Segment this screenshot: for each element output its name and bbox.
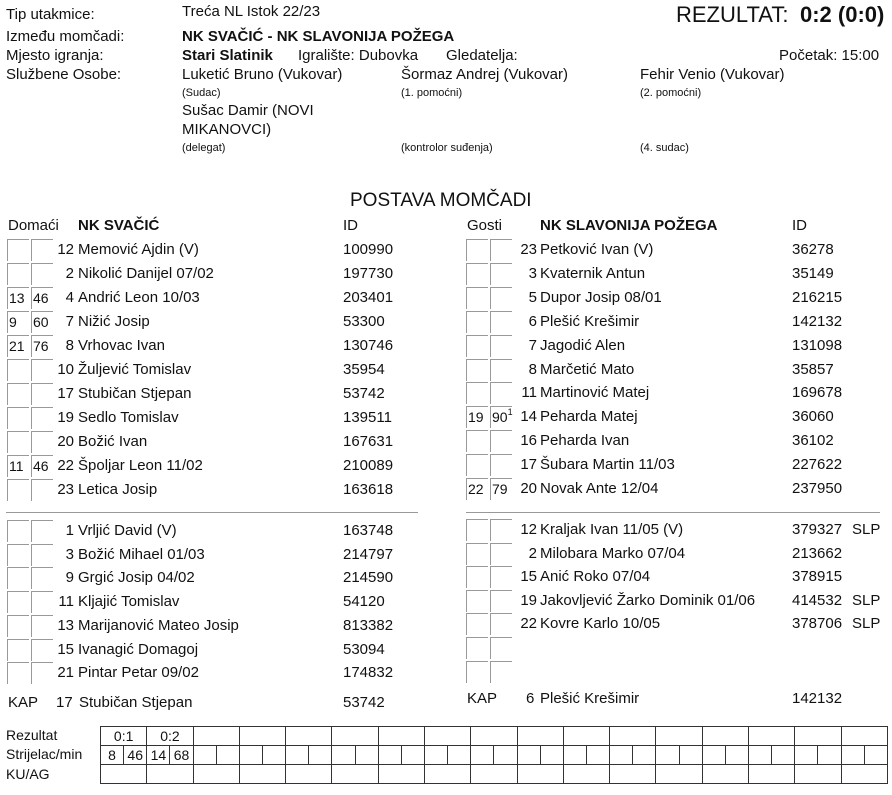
away-out-minute-box [490,263,512,285]
home-player-number: 23 [57,481,74,498]
home-player-name: Letica Josip [78,481,158,498]
result-cell [841,727,888,746]
away-player-number: 17 [520,456,537,474]
home-player-number: 8 [65,337,74,354]
home-in-minute-box [7,591,29,613]
home-player-id: 53742 [343,385,385,402]
away-in-minute-box [466,454,488,476]
home-out-minute-box: 46 [31,287,53,309]
away-player-name: Šubara Martin 11/03 [540,456,675,474]
home-kap-name: Stubičan Stjepan [79,694,193,711]
home-player-id: 35954 [343,361,385,378]
home-in-minute-box [7,239,29,261]
away-player-number: 7 [528,336,537,354]
home-player-id: 174832 [343,664,394,682]
away-out-minute-box [490,454,512,476]
kuag-cell [286,765,332,784]
kuag-cell [702,765,748,784]
away-in-minute-box [466,239,488,261]
away-id-header: ID [792,217,807,234]
home-in-minute-box [7,359,29,381]
scorer-cell: 68 [170,746,193,765]
scorer-cell [818,746,841,765]
result-cell [563,727,609,746]
home-in-minute-box [7,479,29,501]
result-cell: 0:2 [147,727,193,746]
away-player-name: Dupor Josip 08/01 [540,288,662,306]
result-cell [748,727,794,746]
tip-value: Treća NL Istok 22/23 [182,3,321,20]
home-player-name: Sedlo Tomislav [78,409,179,426]
home-player-name: Špoljar Leon 11/02 [78,457,203,474]
home-player-number: 3 [65,545,74,563]
result-cell [517,727,563,746]
away-in-minute-box [466,613,488,635]
home-player-number: 13 [57,616,74,634]
home-player-name: Memović Ajdin (V) [78,241,199,258]
away-player-name: Jagodić Alen [540,336,626,354]
scorer-cell: 8 [101,746,124,765]
kuag-cell [748,765,794,784]
home-side-label: Domaći [8,217,59,234]
home-player-number: 21 [57,664,74,682]
kuag-row [101,765,888,784]
scorer-cell [262,746,285,765]
kuag-cell [517,765,563,784]
away-out-minute-box [490,359,512,381]
home-player-name: Pintar Petar 09/02 [78,664,199,682]
away-player-id: 169678 [792,384,843,402]
away-in-minute-box: 19 [466,406,488,428]
home-player-name: Andrić Leon 10/03 [78,289,200,306]
away-player-id: 36102 [792,432,834,450]
home-in-minute-box: 21 [7,335,29,357]
home-in-minute-box [7,615,29,637]
away-in-minute-box [466,359,488,381]
result-cell [193,727,239,746]
away-player-number: 8 [528,360,537,378]
away-player-id: 131098 [792,336,843,354]
result-cell [424,727,470,746]
result-value: 0:2 (0:0) [800,2,885,27]
home-player-id: 813382 [343,616,394,634]
home-player-id: 214797 [343,545,394,563]
away-player-name: Kovre Karlo 10/05 [540,615,661,633]
kuag-cell [563,765,609,784]
home-in-minute-box [7,383,29,405]
kuag-cell [795,765,841,784]
home-player-number: 15 [57,640,74,658]
pocetak: Početak: 15:00 [779,47,880,64]
home-kap-num: 17 [56,694,73,711]
away-player-name: Novak Ante 12/04 [540,480,659,497]
away-player-number: 20 [520,480,537,497]
away-player-number: 15 [520,568,537,586]
home-in-minute-box [7,544,29,566]
home-player-name: Nižić Josip [78,313,150,330]
kuag-label: KU/AG [6,766,50,782]
away-player-number: 6 [528,312,537,330]
strijelac-label: Strijelac/min [6,746,83,762]
home-player-id: 100990 [343,241,394,258]
home-in-minute-box [7,567,29,589]
away-player-flag: SLP [852,591,881,609]
away-team-name: NK SLAVONIJA POŽEGA [540,217,718,234]
away-out-minute-box [490,661,512,683]
away-out-minute-box [490,543,512,565]
scorer-cell [448,746,471,765]
official-name: Šormaz Andrej (Vukovar) [401,66,569,83]
away-player-id: 216215 [792,288,843,306]
kuag-cell [193,765,239,784]
away-player-id: 378706 [792,615,843,633]
away-player-id: 414532 [792,591,843,609]
result-cell [332,727,378,746]
izmedu-label: Između momčadi: [6,28,125,45]
home-in-minute-box: 9 [7,311,29,333]
away-out-minute-box [490,430,512,452]
rezultat-label: Rezultat [6,727,58,743]
izmedu-value: NK SVAČIĆ - NK SLAVONIJA POŽEGA [182,28,455,45]
away-out-minute-box [490,239,512,261]
official-name: Fehir Venio (Vukovar) [640,66,785,83]
card-mark: 1 [507,407,513,418]
home-player-number: 9 [65,569,74,587]
away-player-flag: SLP [852,521,881,538]
away-player-id: 237950 [792,480,843,497]
home-player-name: Stubičan Stjepan [78,385,192,402]
away-out-minute-box [490,566,512,588]
home-player-name: Vrhovac Ivan [78,337,165,354]
scorer-cell [795,746,818,765]
official-role: (kontrolor suđenja) [401,142,493,154]
scorer-cell [517,746,540,765]
scorer-cell [841,746,864,765]
score-grid [100,726,888,784]
home-player-number: 7 [65,313,74,330]
home-in-minute-box [7,520,29,542]
home-player-number: 11 [58,593,74,611]
result-label: REZULTAT: [676,2,789,27]
away-player-number: 11 [521,384,537,402]
away-in-minute-box [466,382,488,404]
scorer-cell [702,746,725,765]
away-player-name: Plešić Krešimir [540,312,640,330]
scorer-cell [563,746,586,765]
scorer-cell [772,746,795,765]
away-kap-label: KAP [467,690,498,707]
official-role: (delegat) [182,142,226,154]
home-kap-id: 53742 [343,694,385,711]
away-in-minute-box [466,543,488,565]
scorer-cell [216,746,239,765]
away-player-number: 12 [520,521,537,538]
scorer-cell [471,746,494,765]
away-player-id: 35857 [792,360,834,378]
official-name-cont: MIKANOVCI) [182,121,272,138]
scorer-row [101,746,888,765]
official-name: Luketić Bruno (Vukovar) [182,66,343,83]
igraliste: Igralište: Dubovka [298,47,419,64]
away-player-id: 378915 [792,568,843,586]
home-player-name: Božić Ivan [78,433,148,450]
away-player-id: 142132 [792,312,843,330]
scorer-cell [286,746,309,765]
home-out-minute-box: 46 [31,455,53,477]
mjesto-label: Mjesto igranja: [6,47,104,64]
away-player-id: 35149 [792,264,834,282]
scorer-cell [586,746,609,765]
away-in-minute-box [466,311,488,333]
scorer-cell [401,746,424,765]
away-out-minute-box: $90^1$ [490,406,512,428]
away-kap-id: 142132 [792,690,843,707]
scorer-cell [193,746,216,765]
mjesto-value: Stari Slatinik [182,47,273,64]
scorer-cell [864,746,887,765]
scorer-cell [633,746,656,765]
result-cell [239,727,285,746]
home-in-minute-box: 13 [7,287,29,309]
away-player-flag: SLP [852,615,881,633]
away-player-number: 19 [520,591,537,609]
home-player-id: 197730 [343,265,394,282]
away-out-minute-box [490,335,512,357]
away-player-name: Martinović Matej [540,384,650,402]
away-player-number: 16 [520,432,537,450]
home-player-id: 163618 [343,481,394,498]
home-in-minute-box [7,263,29,285]
scorer-cell [239,746,262,765]
kuag-cell [656,765,702,784]
home-player-id: 53094 [343,640,385,658]
away-kap-num: 6 [526,690,535,707]
home-player-number: 2 [65,265,74,282]
away-player-name: Jakovljević Žarko Dominik 01/06 [540,591,756,609]
home-player-id: 214590 [343,569,394,587]
home-player-name: Vrljić David (V) [78,522,177,539]
away-player-name: Anić Roko 07/04 [540,568,651,586]
scorer-cell [355,746,378,765]
home-player-number: 1 [65,522,74,539]
away-out-minute-box [490,613,512,635]
result-cell [286,727,332,746]
home-player-id: 203401 [343,289,394,306]
home-player-name: Ivanagić Domagoj [78,640,199,658]
away-in-minute-box [466,637,488,659]
result-cell [610,727,656,746]
result-cell [378,727,424,746]
away-divider [466,512,880,513]
scorer-cell: 46 [124,746,147,765]
kuag-cell [239,765,285,784]
away-kap-name: Plešić Krešimir [540,690,640,707]
home-out-minute-box: 76 [31,335,53,357]
home-in-minute-box [7,407,29,429]
home-in-minute-box [7,431,29,453]
kuag-cell [424,765,470,784]
home-player-id: 163748 [343,522,394,539]
kuag-cell [841,765,888,784]
away-player-id: 36278 [792,241,834,258]
scorer-cell [679,746,702,765]
home-player-name: Božić Mihael 01/03 [78,545,205,563]
away-in-minute-box [466,430,488,452]
away-player-id: 36060 [792,408,834,426]
away-player-name: Kvaternik Antun [540,264,646,282]
away-player-number: 23 [520,241,537,258]
official-name: Sušac Damir (NOVI [182,102,314,119]
scorer-cell [540,746,563,765]
away-player-id: 213662 [792,544,843,562]
sluzbene-label: Službene Osobe: [6,66,122,83]
official-role: (1. pomoćni) [401,87,463,99]
home-player-number: 20 [57,433,74,450]
home-player-name: Marijanović Mateo Josip [78,616,239,634]
home-in-minute-box: 11 [7,455,29,477]
away-out-minute-box [490,382,512,404]
away-player-id: 227622 [792,456,843,474]
away-player-number: 2 [528,544,537,562]
official-role: (2. pomoćni) [640,87,702,99]
away-player-number: 3 [528,264,537,282]
result-cell [795,727,841,746]
home-player-number: 19 [57,409,74,426]
scorer-cell [748,746,771,765]
home-player-id: 167631 [343,433,394,450]
scorer-cell [725,746,748,765]
gledatelja: Gledatelja: [446,47,518,64]
away-side-label: Gosti [467,217,503,234]
kuag-cell [471,765,517,784]
lineup-title: POSTAVA MOMČADI [350,190,532,211]
away-in-minute-box [466,566,488,588]
home-player-name: Žuljević Tomislav [78,361,192,378]
away-out-minute-box [490,637,512,659]
away-out-minute-box [490,590,512,612]
kuag-cell [147,765,193,784]
home-team-name: NK SVAČIĆ [78,217,160,234]
away-in-minute-box [466,287,488,309]
home-player-number: 4 [65,289,74,306]
home-kap-label: KAP [8,694,39,711]
home-player-number: 22 [57,457,74,474]
away-player-number: 14 [520,408,537,426]
away-player-name: Petković Ivan (V) [540,241,654,258]
away-out-minute-box [490,311,512,333]
home-in-minute-box [7,639,29,661]
scorer-cell [309,746,332,765]
home-player-number: 17 [57,385,74,402]
away-player-name: Kraljak Ivan 11/05 (V) [540,521,684,538]
kuag-cell [101,765,147,784]
scorer-cell [494,746,517,765]
home-player-id: 53300 [343,313,385,330]
kuag-cell [332,765,378,784]
official-role: (4. sudac) [640,142,689,154]
scorer-cell [656,746,679,765]
tip-label: Tip utakmice: [6,6,95,23]
home-player-number: 12 [57,241,74,258]
away-player-number: 5 [528,288,537,306]
away-player-number: 22 [520,615,537,633]
result-row [101,727,888,746]
scorer-cell [424,746,447,765]
away-in-minute-box [466,263,488,285]
scorer-cell [610,746,633,765]
official-role: (Sudac) [182,87,221,99]
away-player-name: Peharda Matej [540,408,638,426]
home-player-id: 130746 [343,337,394,354]
away-out-minute-box [490,519,512,541]
home-player-id: 210089 [343,457,394,474]
away-player-name: Marčetić Mato [540,360,635,378]
home-divider [6,512,418,513]
away-in-minute-box [466,590,488,612]
home-id-header: ID [343,217,358,234]
away-in-minute-box [466,519,488,541]
scorer-cell [378,746,401,765]
home-player-name: Kljajić Tomislav [78,593,180,611]
home-player-id: 54120 [343,593,385,611]
result-cell: 0:1 [101,727,147,746]
home-player-name: Nikolić Danijel 07/02 [78,265,214,282]
result-cell [702,727,748,746]
home-player-id: 139511 [343,409,392,426]
away-out-minute-box [490,287,512,309]
kuag-cell [610,765,656,784]
scorer-cell: 14 [147,746,170,765]
home-out-minute-box: 60 [31,311,53,333]
away-in-minute-box [466,335,488,357]
kuag-cell [378,765,424,784]
result-cell [471,727,517,746]
away-out-minute-box: 79 [490,478,512,500]
scorer-cell [332,746,355,765]
away-player-name: Milobara Marko 07/04 [540,544,686,562]
away-in-minute-box: 22 [466,478,488,500]
away-player-id: 379327 [792,521,843,538]
result-cell [656,727,702,746]
home-player-name: Grgić Josip 04/02 [78,569,195,587]
away-player-name: Peharda Ivan [540,432,630,450]
home-player-number: 10 [57,361,74,378]
away-in-minute-box [466,661,488,683]
home-in-minute-box [7,662,29,684]
